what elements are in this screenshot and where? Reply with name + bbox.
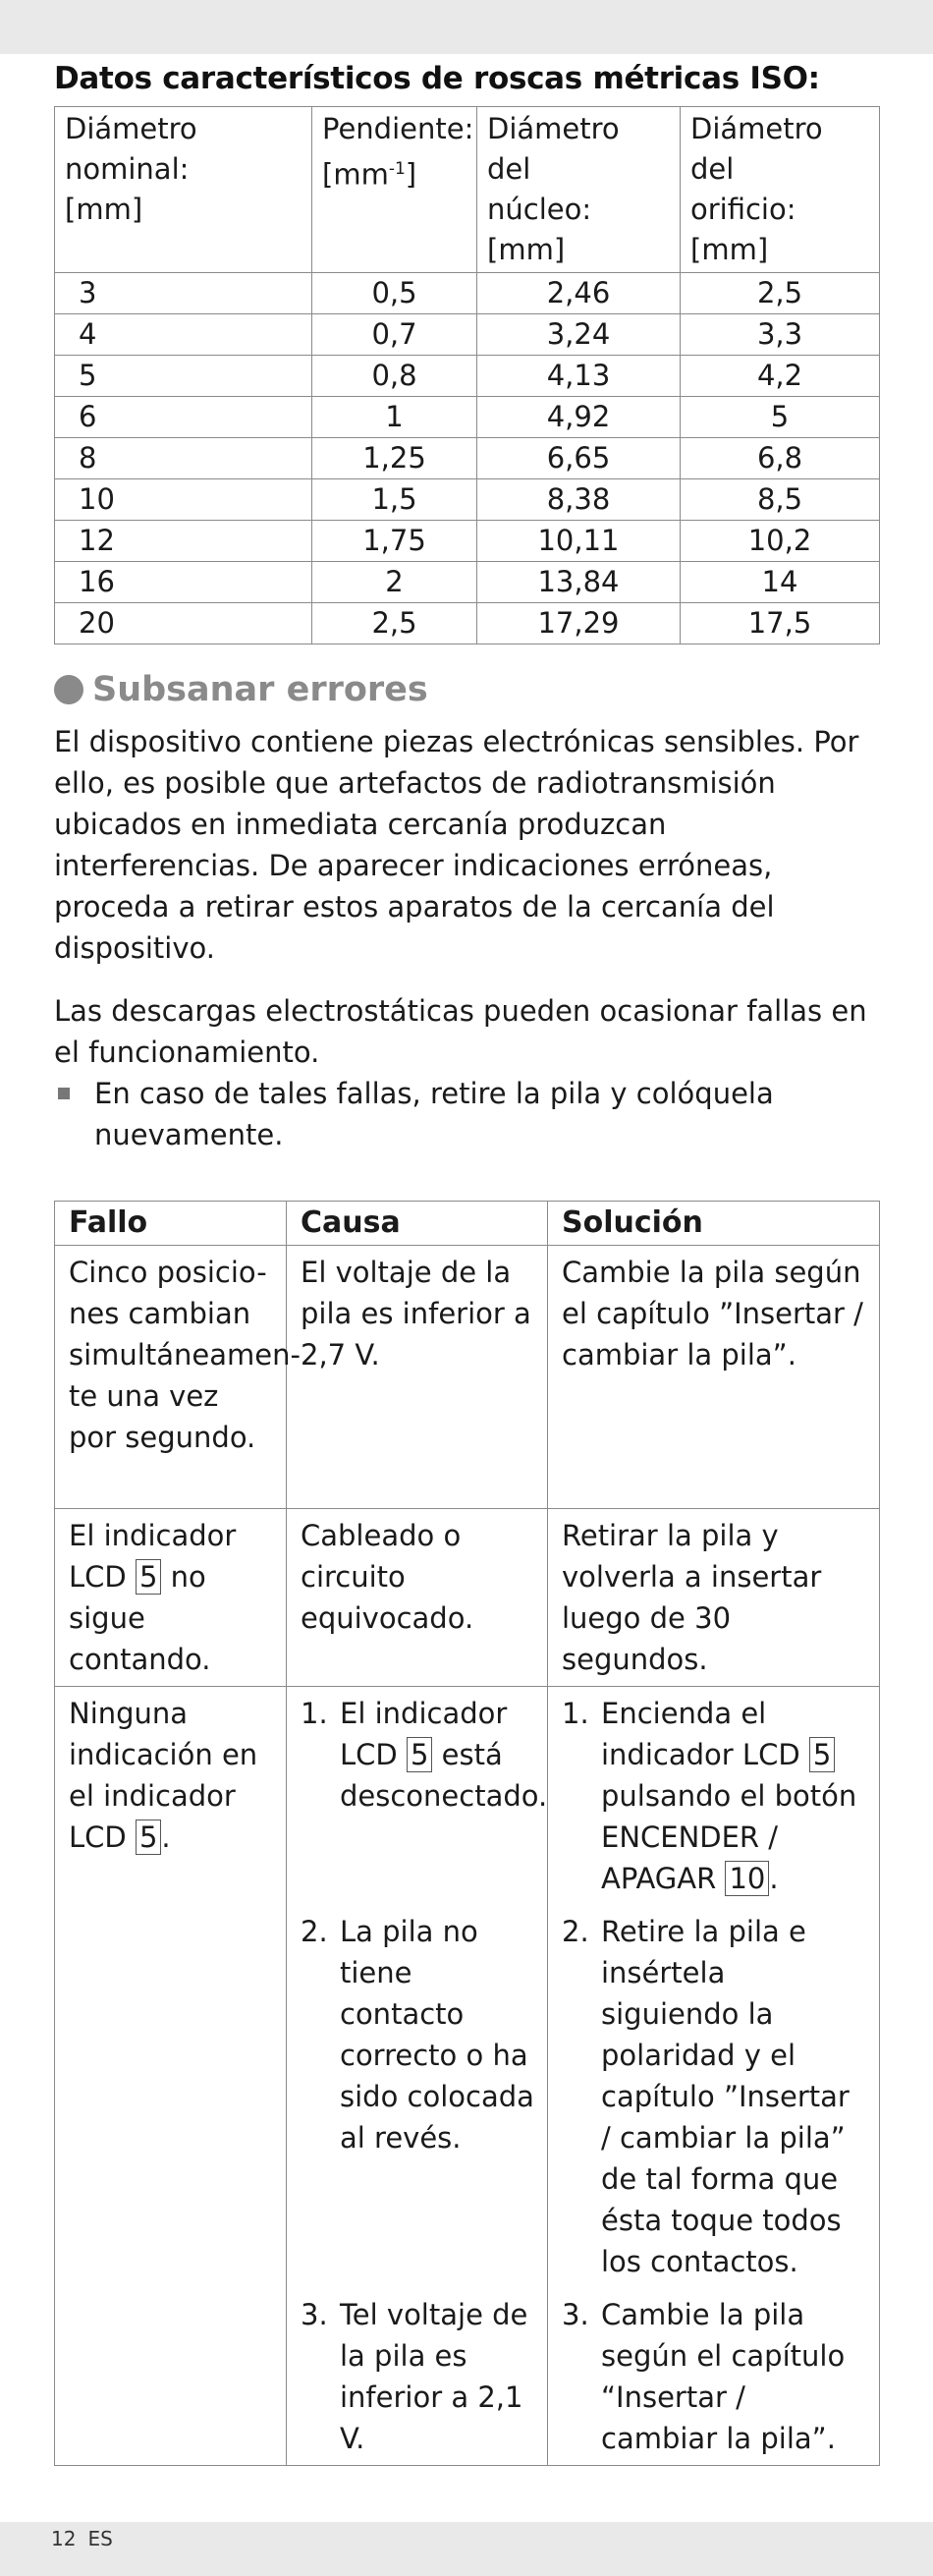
fault-cell — [55, 2288, 287, 2466]
cell-hole: 17,5 — [681, 603, 880, 644]
header-cause: Causa — [287, 1202, 548, 1246]
list-item: 3. Cambie la pila según el capítulo “Insertar / cambiar la pila”. — [562, 2298, 846, 2455]
cause-cell — [287, 1905, 548, 2288]
table-row — [55, 1905, 880, 2288]
cell-pitch: 1,75 — [312, 521, 477, 562]
cause-cell: El voltaje de la pila es inferior a 2,7 V. — [287, 1246, 548, 1509]
cell-nominal: 12 — [55, 521, 312, 562]
cell-nominal: 4 — [55, 314, 312, 356]
cell-hole: 5 — [681, 397, 880, 438]
fault-table — [54, 1201, 880, 2466]
cell-nominal: 5 — [55, 356, 312, 397]
header-nominal-diameter: Diámetro nominal: [mm] — [55, 107, 312, 273]
header-hole-diameter: Diámetro del orificio: [mm] — [681, 107, 880, 273]
fault-cell — [55, 1905, 287, 2288]
header-fault: Fallo — [55, 1202, 287, 1246]
table-row — [55, 479, 880, 521]
fault-cell: Cinco posicio- nes cambian simultáneamen- te una vez por segundo. — [55, 1246, 287, 1509]
cell-core: 17,29 — [477, 603, 681, 644]
cell-nominal: 6 — [55, 397, 312, 438]
header-solution: Solución — [548, 1202, 880, 1246]
solution-cell: Cambie la pila según el capítulo ”Insertar / cambiar la pila”. — [548, 1246, 880, 1509]
page-number: 12 — [51, 2527, 77, 2550]
cell-core: 4,92 — [477, 397, 681, 438]
cell-core: 4,13 — [477, 356, 681, 397]
thread-data-table — [54, 106, 880, 644]
cell-pitch: 0,8 — [312, 356, 477, 397]
table-row — [55, 1509, 880, 1687]
table-row — [55, 356, 880, 397]
cell-pitch: 0,5 — [312, 273, 477, 314]
cell-hole: 8,5 — [681, 479, 880, 521]
table-row — [55, 562, 880, 603]
table-row — [55, 603, 880, 644]
language-code: ES — [87, 2527, 113, 2550]
display-ref: 5 — [809, 1737, 835, 1772]
cell-hole: 2,5 — [681, 273, 880, 314]
cell-core: 8,38 — [477, 479, 681, 521]
fault-cell: Ninguna indicación en el indicador LCD 5 . — [55, 1687, 287, 1906]
header-core-diameter: Diámetro del núcleo: [mm] — [477, 107, 681, 273]
solution-cell — [548, 1687, 880, 1906]
solution-cell — [548, 1905, 880, 2288]
list-item: 2. La pila no tiene contacto correcto o ha sido colocada al revés. — [301, 1915, 534, 2155]
cell-nominal: 3 — [55, 273, 312, 314]
list-item: 2. Retire la pila e insértela siguiendo la polaridad y el capítulo ”Insertar / cambiar la pila” de tal forma que ésta toque todos los contactos. — [562, 1915, 850, 2278]
cell-pitch: 1,25 — [312, 438, 477, 479]
page-footer — [51, 2527, 125, 2550]
cell-core: 10,11 — [477, 521, 681, 562]
cell-core: 2,46 — [477, 273, 681, 314]
display-ref: 5 — [407, 1737, 432, 1772]
cell-hole: 10,2 — [681, 521, 880, 562]
cause-cell: Cableado o circuito equivocado. — [287, 1509, 548, 1687]
cause-cell — [287, 1687, 548, 1906]
table-row — [55, 521, 880, 562]
fault-cell: El indicador LCD 5 no sigue contando. — [55, 1509, 287, 1687]
list-item — [54, 1073, 879, 1155]
cell-nominal: 20 — [55, 603, 312, 644]
page-content — [54, 61, 879, 2466]
cell-pitch: 2 — [312, 562, 477, 603]
electrostatic-paragraph: Las descargas electrostáticas pueden ocasionar fallas en el funcionamiento. — [54, 994, 867, 1069]
table-row — [55, 273, 880, 314]
list-item: 1. El indicador LCD 5 está desconectado. — [301, 1697, 548, 1813]
solution-cell — [548, 2288, 880, 2466]
table-row — [55, 397, 880, 438]
square-bullet-icon — [58, 1088, 70, 1099]
list-item-text: En caso de tales fallas, retire la pila y colóquela nuevamente. — [94, 1077, 774, 1151]
troubleshooting-heading-text: Subsanar errores — [92, 670, 428, 709]
cell-core: 6,65 — [477, 438, 681, 479]
solution-cell: Retirar la pila y volverla a insertar luego de 30 segundos. — [548, 1509, 880, 1687]
table-row — [55, 438, 880, 479]
cause-cell — [287, 2288, 548, 2466]
cell-nominal: 8 — [55, 438, 312, 479]
cell-hole: 6,8 — [681, 438, 880, 479]
button-ref: 10 — [725, 1861, 769, 1896]
cell-pitch: 1 — [312, 397, 477, 438]
list-item: 1. Encienda el indicador LCD 5 pulsando el botón ENCENDER / APAGAR 10 . — [562, 1697, 857, 1895]
table-row — [55, 1246, 880, 1509]
cell-pitch: 2,5 — [312, 603, 477, 644]
header-strip — [0, 0, 933, 54]
cell-nominal: 10 — [55, 479, 312, 521]
display-ref: 5 — [136, 1559, 161, 1595]
table-row — [55, 1687, 880, 1906]
display-ref: 5 — [136, 1820, 161, 1855]
cell-hole: 14 — [681, 562, 880, 603]
thread-table-header — [55, 107, 880, 273]
cell-hole: 4,2 — [681, 356, 880, 397]
fault-table-header — [55, 1202, 880, 1246]
cell-pitch: 1,5 — [312, 479, 477, 521]
header-pitch: Pendiente: $[mm^{-1}]$ — [312, 107, 477, 273]
circle-bullet-icon — [54, 675, 83, 704]
thread-table-title: Datos característicos de roscas métricas ISO: — [54, 61, 820, 96]
cell-core: 3,24 — [477, 314, 681, 356]
cell-hole: 3,3 — [681, 314, 880, 356]
cell-pitch: 0,7 — [312, 314, 477, 356]
cell-nominal: 16 — [55, 562, 312, 603]
table-row — [55, 314, 880, 356]
footer-strip — [0, 2522, 933, 2576]
cell-core: 13,84 — [477, 562, 681, 603]
list-item: 3. Tel voltaje de la pila es inferior a 2,1 V. — [301, 2298, 528, 2455]
interference-paragraph: El dispositivo contiene piezas electrónicas sensibles. Por ello, es posible que artefactos de radiotransmisión ubicados en inmediata cercanía produzcan interferencias. De aparecer indicaciones erróneas, proceda a retirar estos aparatos de la cercanía del dispositivo. — [54, 725, 859, 965]
troubleshooting-heading — [54, 670, 879, 709]
table-row — [55, 2288, 880, 2466]
